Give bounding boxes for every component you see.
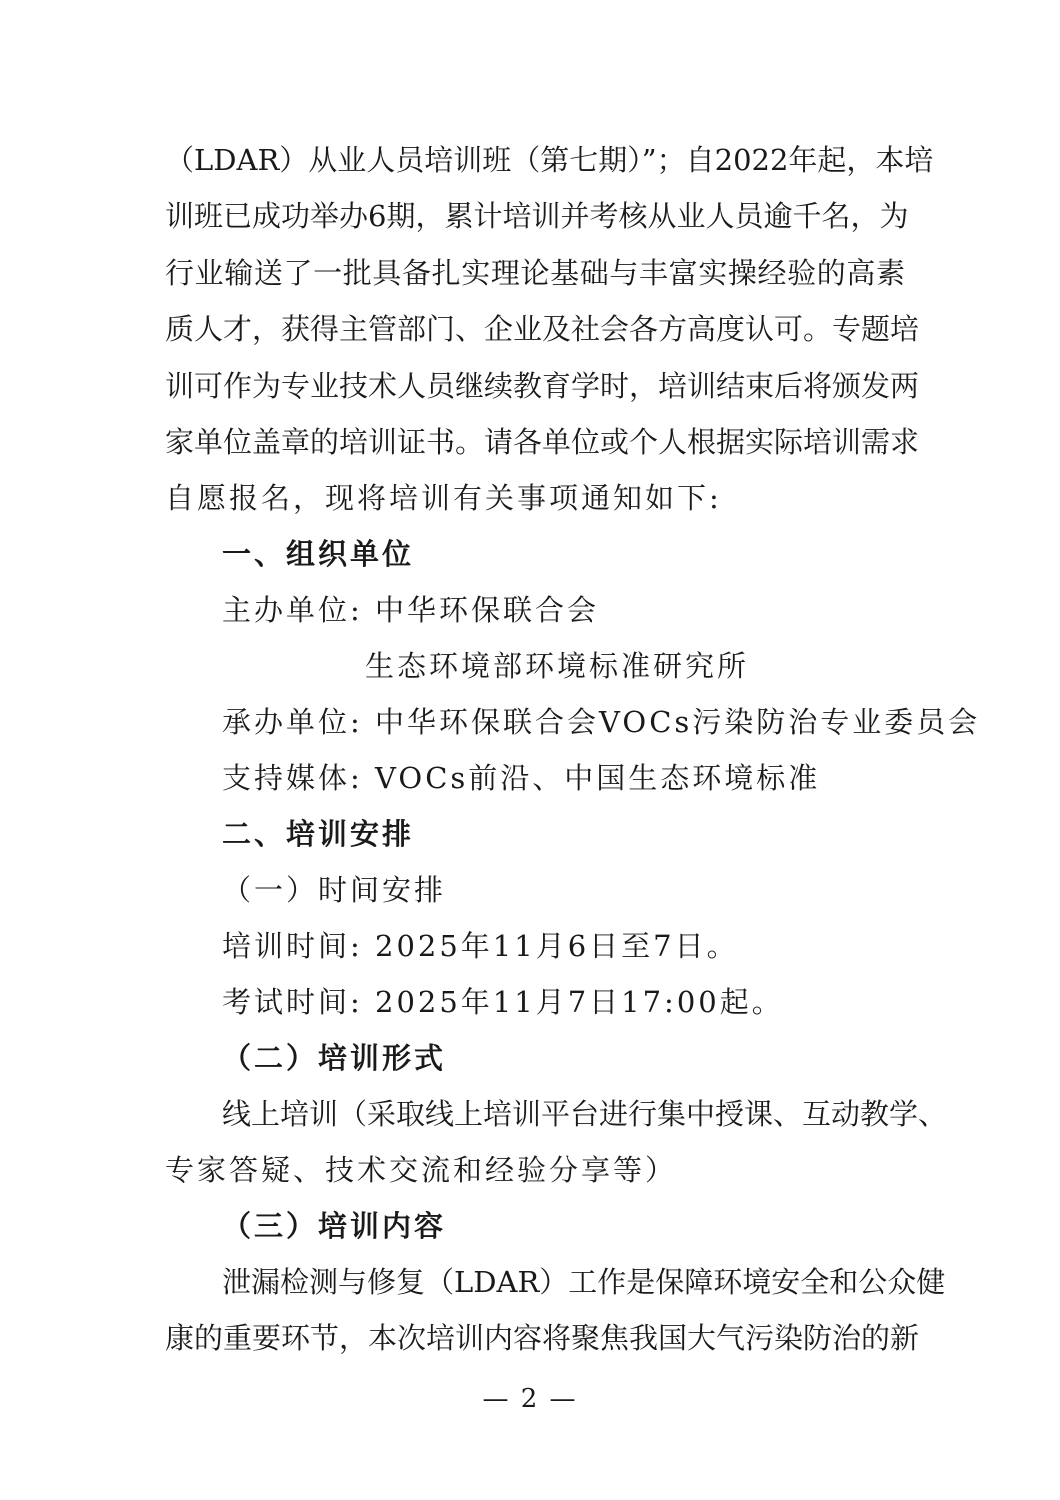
subsection-heading-schedule: （一）时间安排	[222, 873, 447, 907]
paragraph-line: 线上培训（采取线上培训平台进行集中授课、互动教学、	[222, 1097, 948, 1131]
host-organization-secondary: 生态环境部环境标准研究所	[365, 649, 750, 683]
subsection-heading-format: （二）培训形式	[222, 1041, 447, 1075]
paragraph-line: 泄漏检测与修复（LDAR）工作是保障环境安全和公众健	[222, 1265, 946, 1299]
paragraph-line: 行业输送了一批具备扎实理论基础与丰富实操经验的高素	[165, 256, 905, 290]
paragraph-line: 专家答疑、技术交流和经验分享等）	[165, 1153, 678, 1187]
paragraph-line: 家单位盖章的培训证书。请各单位或个人根据实际培训需求	[165, 425, 920, 459]
subsection-heading-content: （三）培训内容	[222, 1209, 447, 1243]
paragraph-line: 康的重要环节，本次培训内容将聚焦我国大气污染防治的新	[165, 1321, 920, 1355]
organizing-unit: 承办单位: 中华环保联合会VOCs污染防治专业委员会	[222, 705, 981, 739]
host-organization: 主办单位: 中华环保联合会	[222, 593, 599, 627]
section-heading-organizers: 一、组织单位	[222, 537, 415, 571]
paragraph-line: 训班已成功举办6期，累计培训并考核从业人员逾千名，为	[165, 199, 909, 233]
paragraph-line: 训可作为专业技术人员继续教育学时，培训结束后将颁发两	[165, 369, 920, 403]
exam-time: 考试时间: 2025年11月7日17:00起。	[222, 985, 784, 1019]
supporting-media: 支持媒体: VOCs前沿、中国生态环境标准	[222, 761, 821, 795]
section-heading-arrangement: 二、培训安排	[222, 817, 415, 851]
page-number: — 2 —	[482, 1384, 578, 1414]
paragraph-line: 自愿报名，现将培训有关事项通知如下:	[165, 481, 722, 515]
training-time: 培训时间: 2025年11月6日至7日。	[222, 929, 739, 963]
paragraph-line: （LDAR）从业人员培训班（第七期）”；自2022年起，本培	[165, 143, 934, 177]
paragraph-line: 质人才，获得主管部门、企业及社会各方高度认可。专题培	[165, 312, 920, 346]
